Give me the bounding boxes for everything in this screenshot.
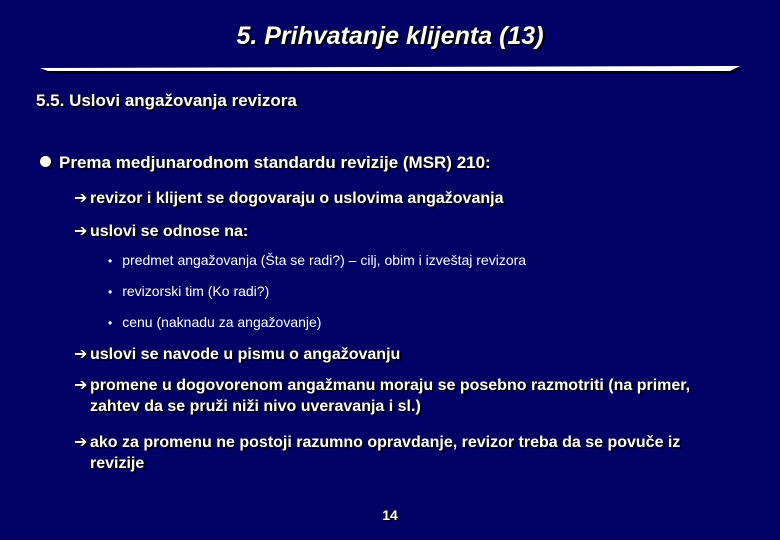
list-item-text: uslovi se navode u pismu o angažovanju [90, 346, 401, 363]
sub-list-item [108, 252, 526, 268]
arrow-right-icon: ➔ [74, 434, 88, 451]
bullet-dot-icon [40, 156, 51, 167]
sub-list-item-text: cenu (naknadu za angažovanje) [122, 314, 322, 330]
main-bullet [40, 153, 491, 173]
list-item-text: ako za promenu ne postoji razumno opravdanje, revizor treba da se povuče iz revizije [90, 434, 681, 472]
main-bullet-text: Prema medjunarodnom standardu revizije (MSR) 210: [59, 153, 491, 172]
sub-bullet-icon: • [108, 316, 113, 330]
sub-bullet-icon: • [108, 285, 113, 299]
list-item [74, 188, 734, 209]
arrow-right-icon: ➔ [74, 190, 88, 207]
sub-list-item-text: revizorski tim (Ko radi?) [122, 283, 270, 299]
list-item [74, 344, 734, 365]
arrow-right-icon: ➔ [74, 346, 88, 363]
slide-title: 5. Prihvatanje klijenta (13) [236, 22, 544, 50]
arrow-right-icon: ➔ [74, 223, 88, 240]
sub-list-item [108, 314, 321, 330]
arrow-right-icon: ➔ [74, 377, 88, 394]
list-item-text: uslovi se odnose na: [90, 223, 249, 240]
list-item-text: revizor i klijent se dogovaraju o uslovima angažovanja [90, 190, 504, 207]
list-item [74, 375, 734, 417]
sub-bullet-icon: • [108, 254, 113, 268]
list-item [74, 432, 734, 474]
sub-list-item-text: predmet angažovanja (Šta se radi?) – cilj, obim i izveštaj revizora [122, 252, 527, 268]
list-item [74, 221, 734, 242]
list-item-text: promene u dogovorenom angažmanu moraju se posebno razmotriti (na primer, zahtev da se pruži niži nivo uveravanja i sl.) [90, 377, 691, 415]
page-number: 14 [382, 507, 398, 523]
sub-list-item [108, 283, 269, 299]
section-heading: 5.5. Uslovi angažovanja revizora [36, 91, 297, 110]
title-divider [40, 64, 740, 74]
